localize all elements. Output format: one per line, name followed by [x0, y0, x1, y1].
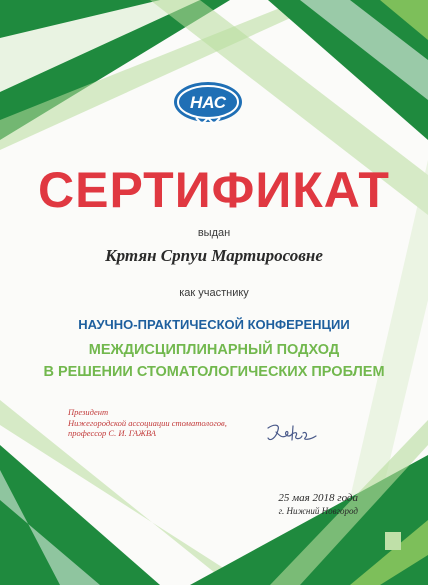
- logo-text: НАС: [190, 93, 226, 112]
- issued-label: выдан: [197, 227, 231, 239]
- role-label: как участнику: [179, 287, 249, 299]
- issue-date: 25 мая 2018 года: [278, 492, 358, 504]
- recipient-name: Кртян Српуи Мартиросовне: [105, 246, 323, 265]
- president-block: [68, 407, 227, 439]
- issue-city: г. Нижний Новгород: [278, 506, 358, 516]
- theme-line-1: МЕЖДИСЦИПЛИНАРНЫЙ ПОДХОД: [88, 342, 340, 358]
- president-title: Президент: [68, 407, 109, 417]
- president-association: Нижегородской ассоциации стоматологов,: [68, 417, 227, 428]
- nas-logo: [172, 78, 244, 126]
- theme-line-2: В РЕШЕНИИ СТОМАТОЛОГИЧЕСКИХ ПРОБЛЕМ: [43, 364, 385, 380]
- conference-line: НАУЧНО-ПРАКТИЧЕСКОЙ КОНФЕРЕНЦИИ: [78, 317, 350, 332]
- signature: [262, 418, 322, 450]
- certificate-title: СЕРТИФИКАТ: [38, 162, 390, 218]
- president-name: профессор С. И. ГАЖВА: [68, 428, 156, 438]
